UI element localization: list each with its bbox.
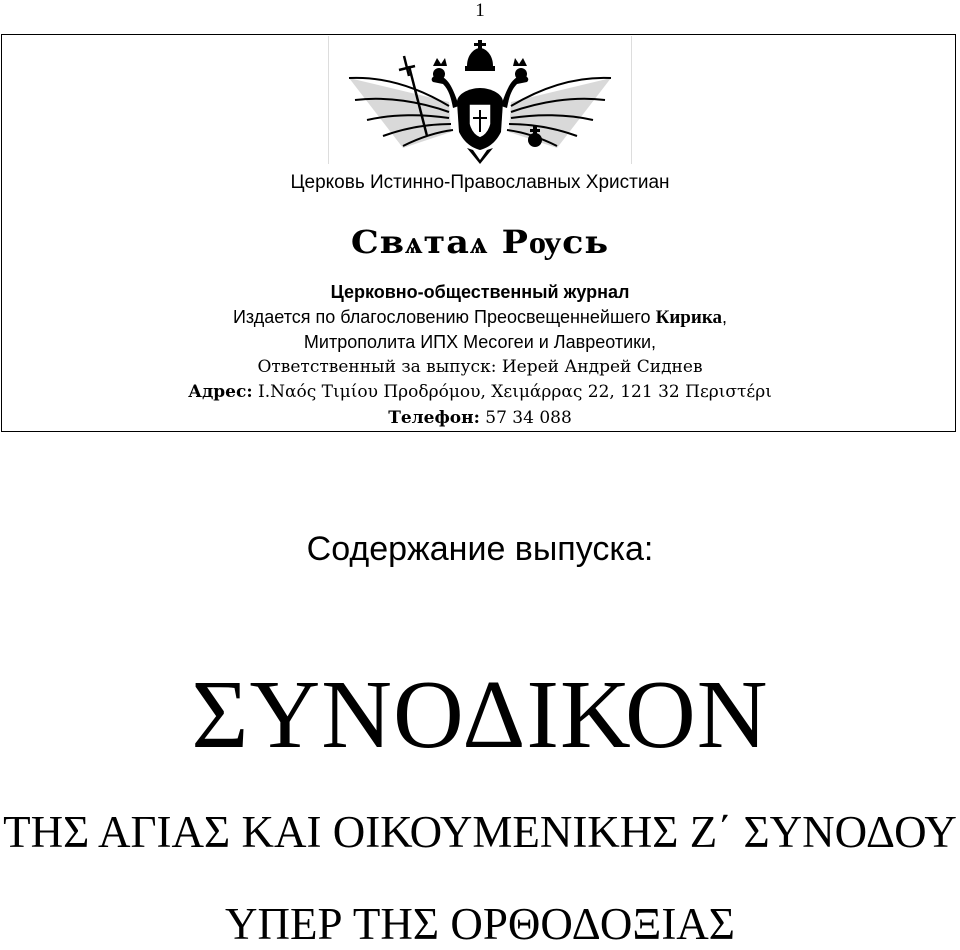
contents-heading: Содержание выпуска:: [306, 530, 654, 568]
responsible-line: [0, 357, 960, 377]
phone-line: [0, 408, 960, 428]
synodikon-title: ΣΥΝΟΔΙΚΟΝ: [191, 661, 769, 769]
address-value: I.Ναός Τιμίου Προδρόμου, Χειμάρρας 22, 121 32 Περιστέρι: [252, 382, 772, 402]
address-line: [0, 382, 960, 402]
address-label: Адрес:: [188, 382, 253, 402]
blessing-prefix: Издается по благословению Преосвещеннейшего: [232, 307, 656, 327]
journal-title: Свѧтаѧ Рѹсь: [350, 223, 610, 262]
phone-value: 57 34 088: [479, 408, 572, 428]
metropolitan-line: Митрополита ИПХ Месогеи и Лавреотики,: [303, 332, 657, 352]
blessing-suffix: ,: [721, 307, 727, 327]
orthodoxy-subtitle: ΥΠΕΡ ΤΗΣ ΟΡΘΟΔΟΞΙΑΣ: [224, 899, 735, 949]
bishop-name: Кирика: [655, 307, 722, 328]
page-number: 1: [475, 0, 485, 21]
church-name: Церковь Истинно-Православных Христиан: [290, 172, 670, 193]
phone-label: Телефон:: [388, 408, 480, 428]
synod-subtitle: ΤΗΣ ΑΓΙΑΣ ΚΑΙ ΟΙΚΟΥΜΕΝΙΚΗΣ Ζ΄ ΣΥΝΟΔΟΥ: [3, 807, 957, 857]
journal-subtitle: Церковно-общественный журнал: [330, 282, 630, 302]
double-headed-eagle-icon: [328, 36, 632, 164]
responsible-label: Ответственный за выпуск:: [257, 357, 497, 377]
blessing-line: [0, 307, 960, 329]
responsible-name: Иерей Андрей Сиднев: [496, 357, 703, 377]
